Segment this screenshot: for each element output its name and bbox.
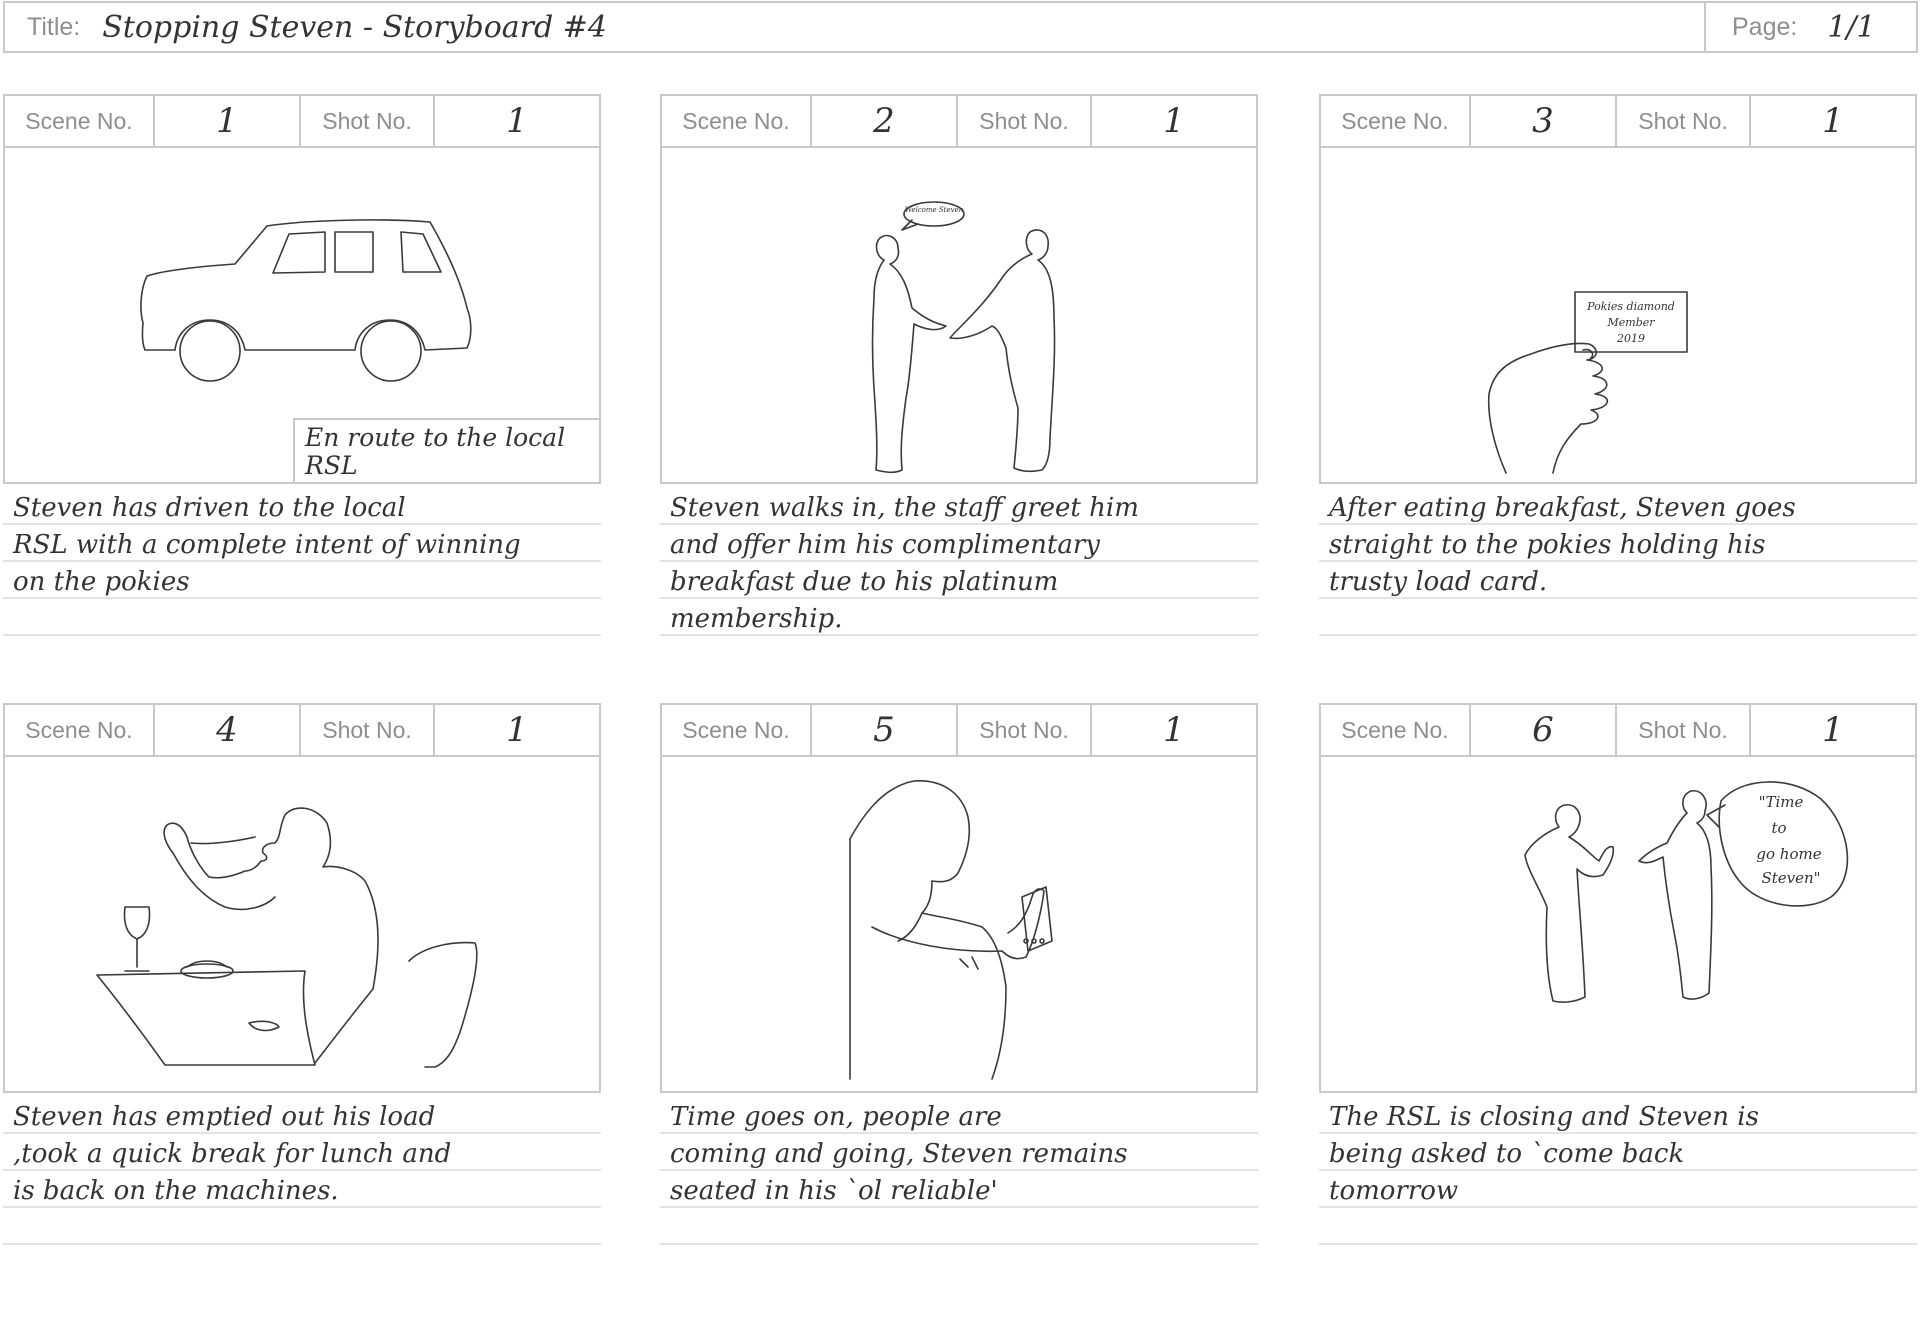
handshake-sketch-svg (662, 148, 1256, 482)
shot-number: 1 (1822, 710, 1844, 750)
panel-meta (662, 96, 1256, 148)
shot-number: 1 (1822, 101, 1844, 141)
scene-number: 6 (1471, 705, 1617, 755)
page-value: 1/1 (1827, 9, 1876, 45)
panel-6 (1319, 703, 1917, 1245)
description-lines (660, 1097, 1258, 1245)
description-line: being asked to `come back (1319, 1134, 1917, 1171)
title-cell (5, 3, 1706, 51)
panel-1 (3, 94, 601, 636)
eating-sketch-svg (5, 757, 599, 1091)
description-line: Steven has driven to the local (3, 488, 601, 525)
storyboard-header (3, 1, 1918, 53)
description-line (660, 1208, 1258, 1245)
panel-meta (1321, 96, 1915, 148)
card-line-1: Pokies diamond (1587, 300, 1675, 313)
panel-frame (660, 94, 1258, 484)
scene-label: Scene No. (662, 705, 812, 755)
panel-meta (5, 96, 599, 148)
frame-caption: En route to the local RSL (293, 418, 599, 482)
scene-number: 1 (155, 96, 301, 146)
panel-meta (662, 705, 1256, 757)
sketch-car (5, 148, 599, 482)
sketch-closing (1321, 757, 1915, 1091)
description-line: on the pokies (3, 562, 601, 599)
panel-meta (1321, 705, 1915, 757)
shot-label: Shot No. (301, 705, 435, 755)
description-line (3, 599, 601, 636)
scene-label: Scene No. (1321, 96, 1471, 146)
description-lines (3, 1097, 601, 1245)
speech-text: Welcome Steven (904, 206, 964, 214)
closing-sketch-svg (1321, 757, 1915, 1091)
card-line-3: 2019 (1617, 332, 1645, 345)
page-label: Page: (1732, 12, 1798, 41)
description-line: seated in his `ol reliable' (660, 1171, 1258, 1208)
description-line: straight to the pokies holding his (1319, 525, 1917, 562)
description-line (1319, 599, 1917, 636)
description-line: membership. (660, 599, 1258, 636)
scene-label: Scene No. (5, 96, 155, 146)
description-line: After eating breakfast, Steven goes (1319, 488, 1917, 525)
scene-number: 5 (812, 705, 958, 755)
panel-frame (1319, 94, 1917, 484)
sketch-handshake (662, 148, 1256, 482)
panel-frame (3, 703, 601, 1093)
shot-label: Shot No. (958, 705, 1092, 755)
scene-label: Scene No. (1321, 705, 1471, 755)
shot-label: Shot No. (1617, 96, 1751, 146)
panel-frame (3, 94, 601, 484)
description-line: ,took a quick break for lunch and (3, 1134, 601, 1171)
card-line-2: Member (1607, 316, 1655, 329)
speech-line-2: to (1771, 819, 1787, 837)
description-line: Steven has emptied out his load (3, 1097, 601, 1134)
speech-line-3: go home (1756, 845, 1822, 863)
description-line: trusty load card. (1319, 562, 1917, 599)
panel-3 (1319, 94, 1917, 636)
description-lines (1319, 1097, 1917, 1245)
card-hand-sketch-svg (1321, 148, 1915, 482)
description-line (3, 1208, 601, 1245)
description-line: Time goes on, people are (660, 1097, 1258, 1134)
shot-number: 1 (506, 710, 528, 750)
speech-line-1: "Time (1758, 793, 1804, 811)
panel-5 (660, 703, 1258, 1245)
title-value: Stopping Steven - Storyboard #4 (102, 9, 607, 45)
machine-sketch-svg (662, 757, 1256, 1091)
shot-label: Shot No. (301, 96, 435, 146)
panel-4 (3, 703, 601, 1245)
speech-line-4: Steven" (1761, 869, 1821, 887)
shot-number: 1 (506, 101, 528, 141)
shot-number: 1 (1163, 710, 1185, 750)
description-line (1319, 1208, 1917, 1245)
description-lines (1319, 488, 1917, 636)
page-cell (1706, 3, 1916, 51)
panel-frame (1319, 703, 1917, 1093)
scene-label: Scene No. (5, 705, 155, 755)
scene-label: Scene No. (662, 96, 812, 146)
scene-number: 3 (1471, 96, 1617, 146)
description-line: is back on the machines. (3, 1171, 601, 1208)
description-lines (3, 488, 601, 636)
description-line: Steven walks in, the staff greet him (660, 488, 1258, 525)
description-line: coming and going, Steven remains (660, 1134, 1258, 1171)
shot-label: Shot No. (1617, 705, 1751, 755)
description-line: breakfast due to his platinum (660, 562, 1258, 599)
title-label: Title: (27, 12, 81, 41)
panel-meta (5, 705, 599, 757)
sketch-card-hand (1321, 148, 1915, 482)
sketch-machine (662, 757, 1256, 1091)
panel-frame (660, 703, 1258, 1093)
description-line: RSL with a complete intent of winning (3, 525, 601, 562)
description-line: and offer him his complimentary (660, 525, 1258, 562)
description-line: The RSL is closing and Steven is (1319, 1097, 1917, 1134)
description-lines (660, 488, 1258, 636)
panel-2 (660, 94, 1258, 636)
description-line: tomorrow (1319, 1171, 1917, 1208)
sketch-eating (5, 757, 599, 1091)
scene-number: 2 (812, 96, 958, 146)
scene-number: 4 (155, 705, 301, 755)
shot-number: 1 (1163, 101, 1185, 141)
shot-label: Shot No. (958, 96, 1092, 146)
